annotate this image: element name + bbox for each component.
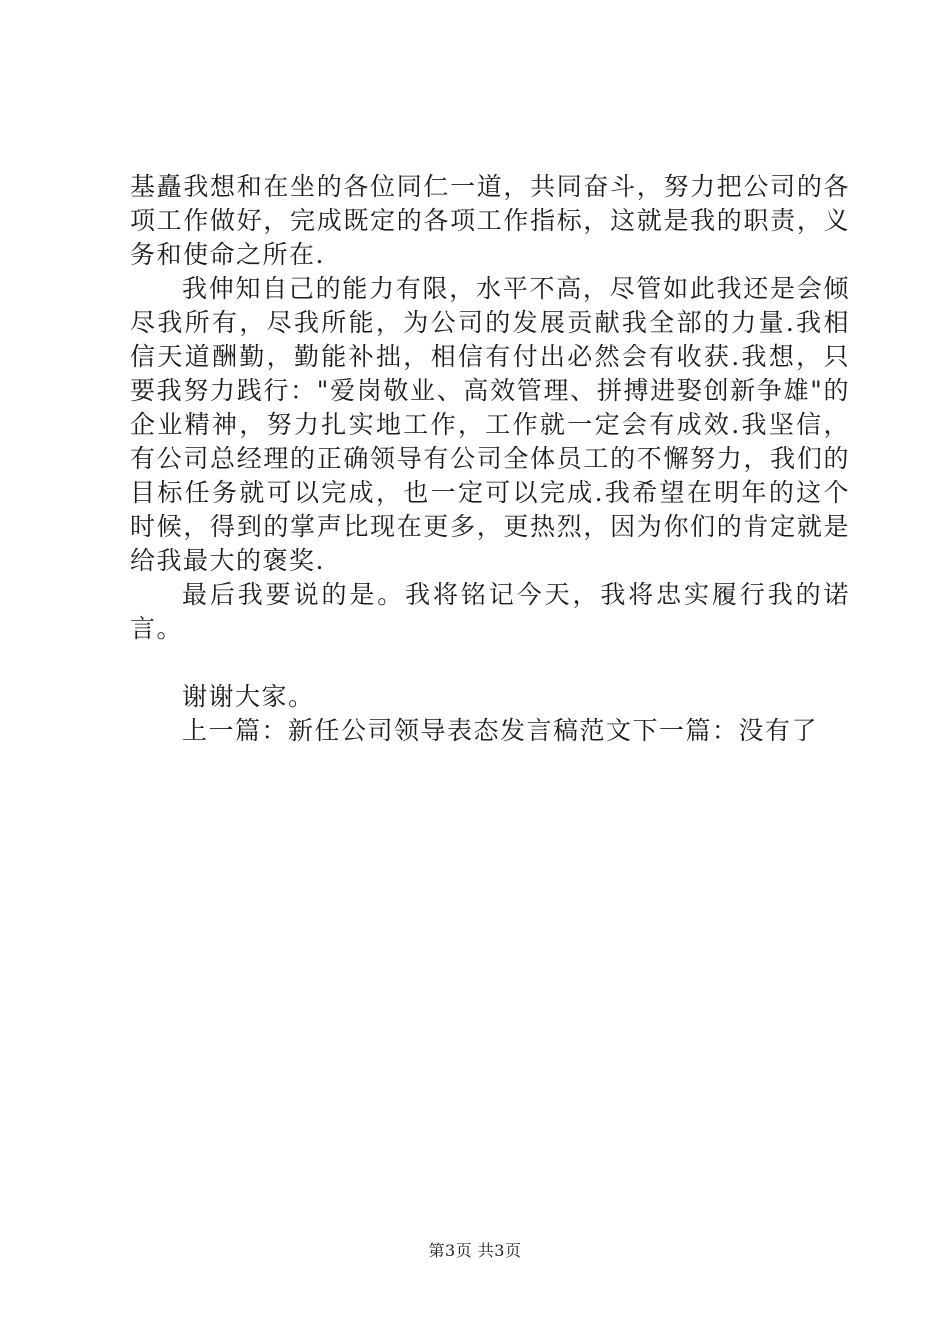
paragraph-commitment: 我伸知自己的能力有限，水平不高，尽管如此我还是会倾尽我所有，尽我所能，为公司的发展贡献我全部的力量.我相信天道酬勤，勤能补拙，相信有付出必然会有收获.我想，只要我努力践行："爱岗敬业、高效管理、拼搏进娶创新争雄"的企业精神，努力扎实地工作，工作就一定会有成效.我坚信，有公司总经理的正确领导有公司全体员工的不懈努力，我们的目标任务就可以完成，也一定可以完成.我希望在明年的这个时候，得到的掌声比现在更多，更热烈，因为你们的肯定就是给我最大的褒奖. — [130, 274, 850, 575]
paragraph-thanks: 谢谢大家。 — [182, 682, 315, 711]
paragraph-closing: 最后我要说的是。我将铭记今天，我将忠实履行我的诺言。 — [130, 580, 850, 643]
document-body — [130, 170, 850, 748]
prev-next-navigation: 上一篇：新任公司领导表态发言稿范文下一篇：没有了 — [182, 716, 819, 745]
page-number-footer: 第3页 共3页 — [428, 1241, 522, 1260]
paragraph-duty: 基矗我想和在坐的各位同仁一道，共同奋斗，努力把公司的各项工作做好，完成既定的各项工作指标，这就是我的职责，义务和使命之所在. — [130, 172, 850, 269]
paragraph-spacer — [130, 646, 850, 680]
